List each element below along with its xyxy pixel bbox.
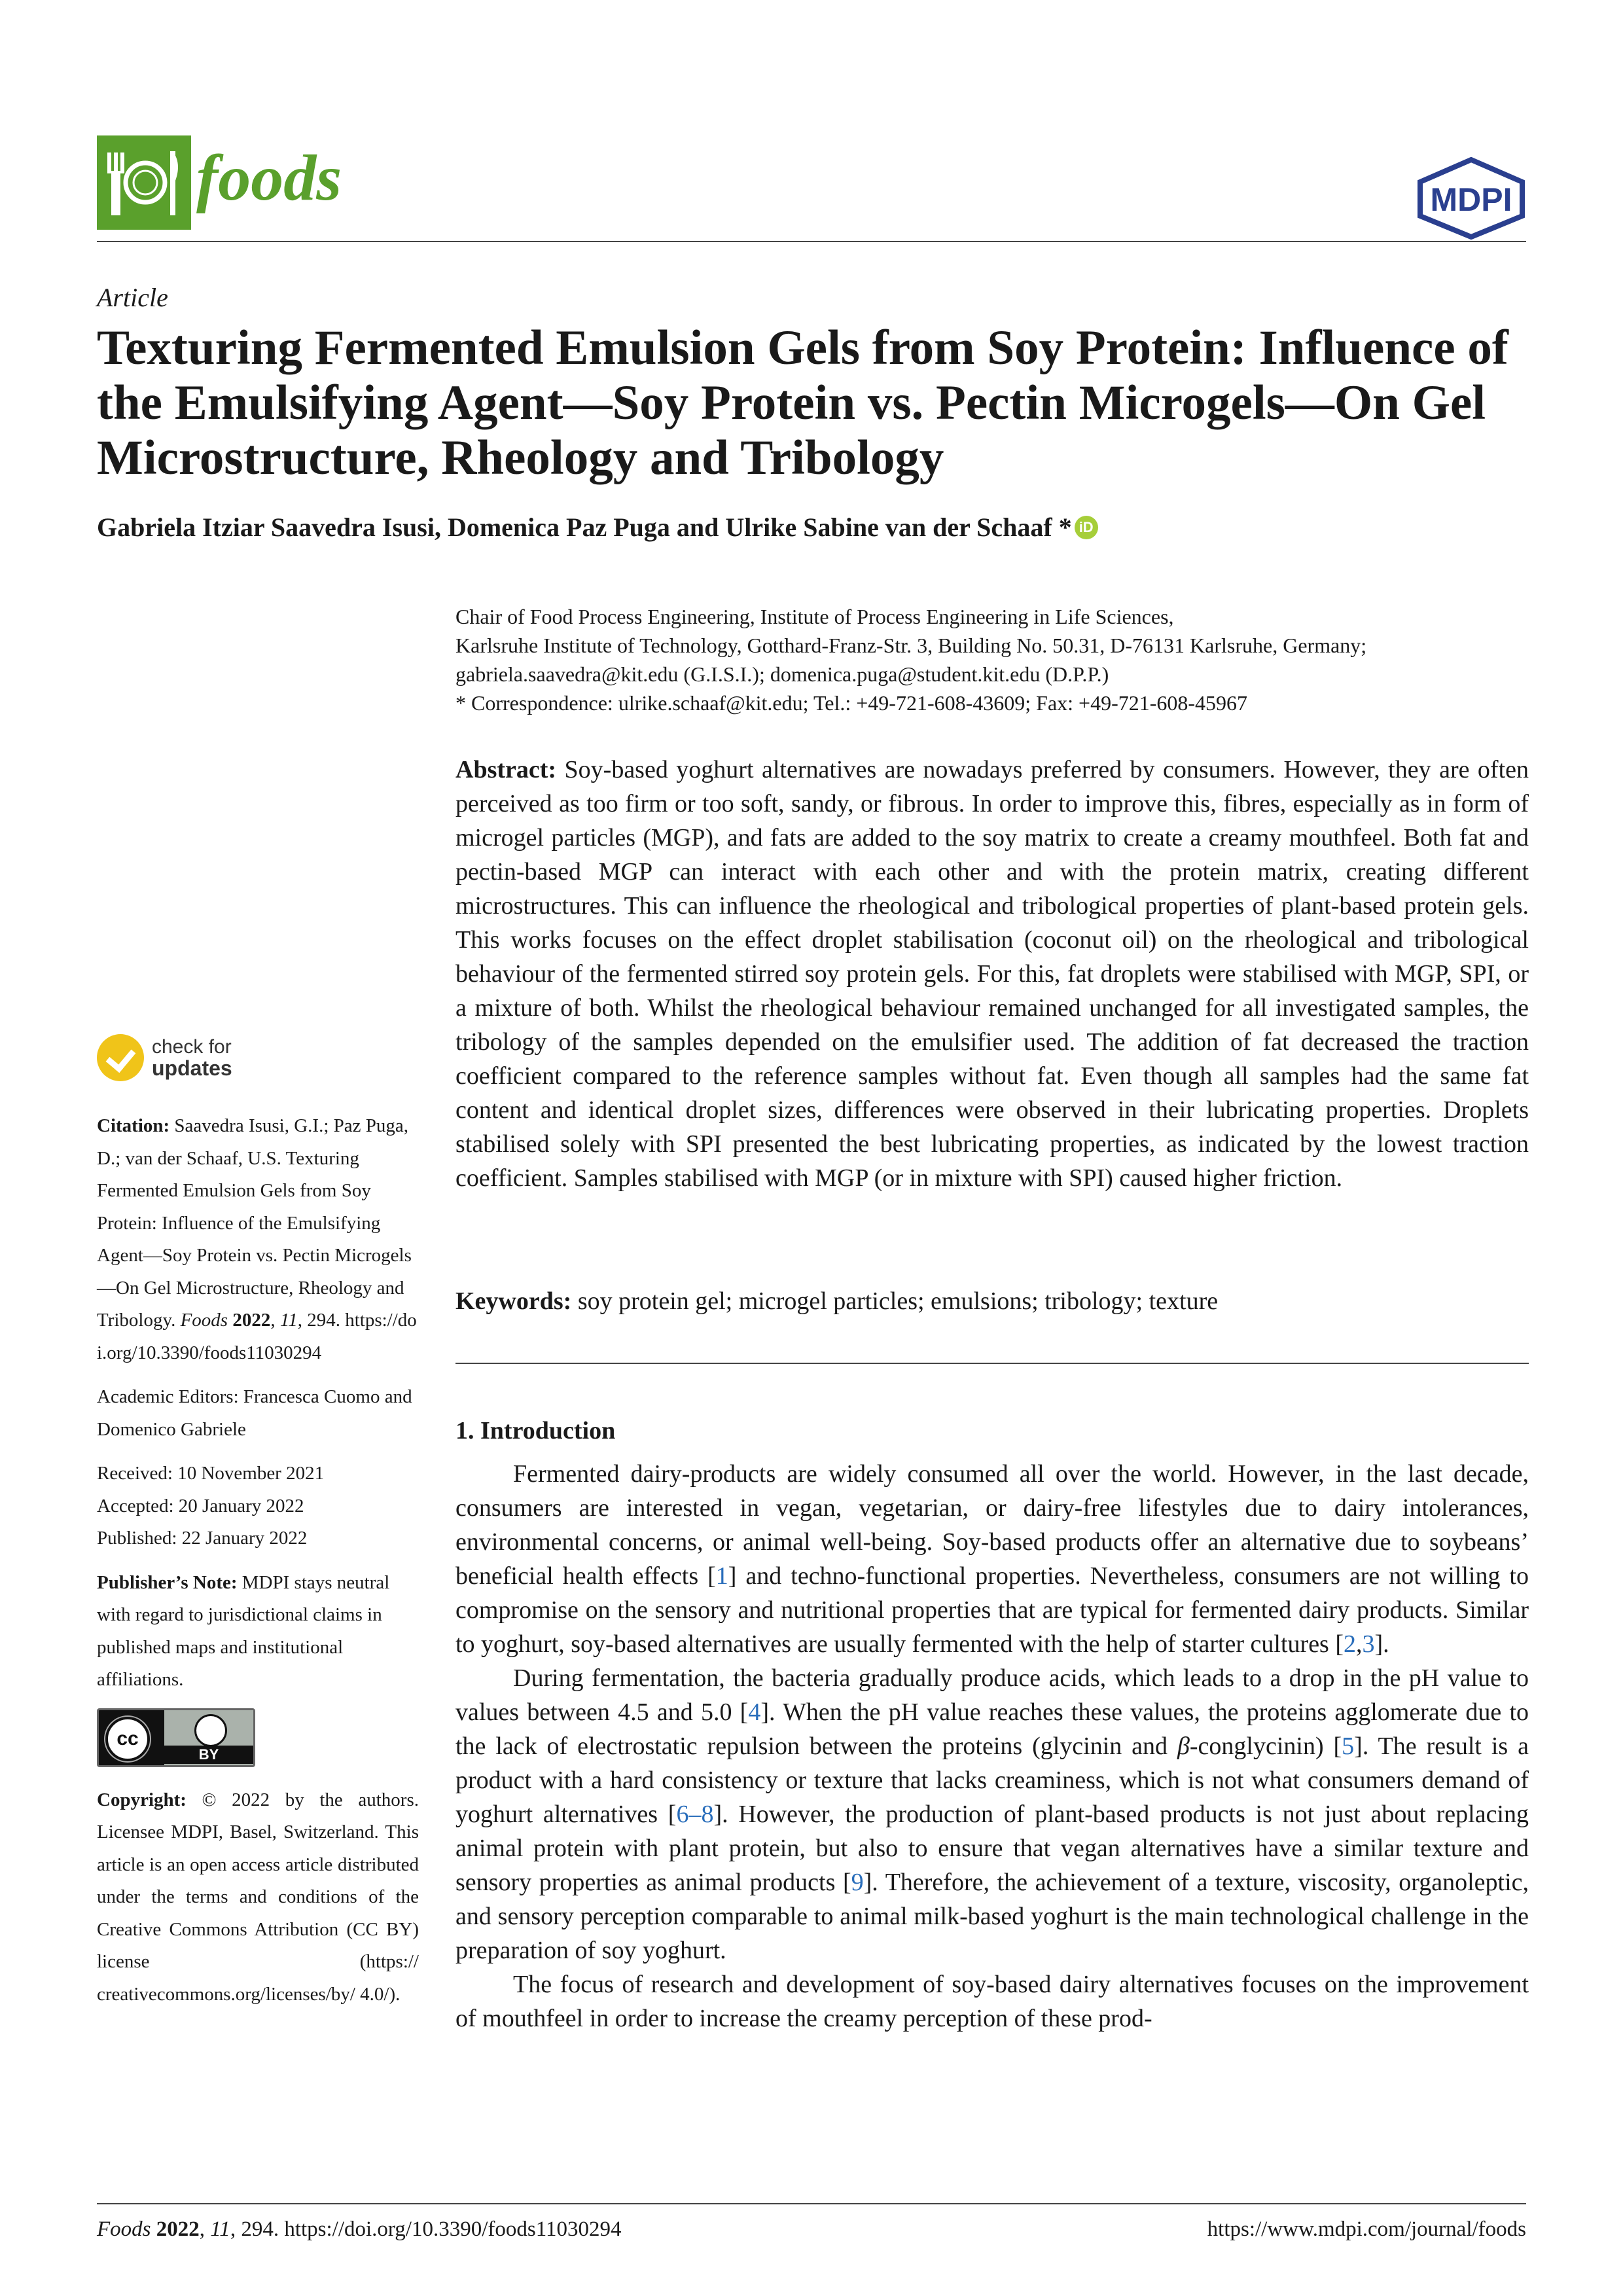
cc-by-license-icon[interactable]: cc BY [97, 1708, 255, 1767]
author-list [97, 511, 1524, 545]
sidebar [97, 1034, 419, 2022]
keywords [455, 1284, 1529, 1318]
affiliation [455, 602, 1529, 717]
citation-link[interactable]: 4 [748, 1698, 761, 1726]
header-divider [97, 241, 1526, 242]
correspondence: * Correspondence: ulrike.schaaf@kit.edu; Tel.: +49-721-608-43609; Fax: +49-721-608-45967 [455, 691, 1248, 715]
mdpi-logo-icon [1412, 157, 1530, 240]
citation-link[interactable]: 2 [1344, 1630, 1356, 1658]
orcid-icon[interactable]: iD [1075, 516, 1098, 539]
footer-divider [97, 2203, 1526, 2204]
abstract-label: Abstract: [455, 756, 557, 783]
citation-link[interactable]: 6–8 [676, 1801, 714, 1828]
copyright: Copyright: © 2022 by the authors. Licensee MDPI, Basel, Switzerland. This article is an open access article distributed under the terms and conditions of the Creative Commons Attribution (CC BY) license (https:// creativecommons.org/licenses/by/ 4.0/). [97, 1789, 419, 2005]
section-heading: 1. Introduction [455, 1417, 616, 1444]
citation-link[interactable]: 9 [851, 1869, 864, 1896]
mdpi-logo-text: MDPI [1430, 181, 1512, 218]
publishers-note: Publisher’s Note: MDPI stays neutral with regard to jurisdictional claims in published maps and institutional affiliations. [97, 1571, 390, 1690]
affiliation-line: Karlsruhe Institute of Technology, Gotthard-Franz-Str. 3, Building No. 50.31, D-76131 Karlsruhe, Germany; [455, 634, 1367, 657]
person-icon [194, 1714, 227, 1747]
article-type: Article [97, 283, 168, 312]
article-title: Texturing Fermented Emulsion Gels from Soy Protein: Influence of the Emulsifying Agent—Soy Protein vs. Pectin Microgels—On Gel Microstructure, Rheology and Tribology [97, 321, 1508, 485]
academic-editors: Academic Editors: Francesca Cuomo and Domenico Gabriele [97, 1386, 412, 1440]
keywords-text: soy protein gel; microgel particles; emulsions; tribology; texture [577, 1287, 1219, 1315]
check-updates-icon [97, 1034, 144, 1081]
citation-link[interactable]: 1 [715, 1562, 728, 1590]
paragraph: During fermentation, the bacteria gradually produce acids, which leads to a drop in the pH value to values between 4.5 and 5.0 [4]. When the pH value reaches these values, the proteins agglomerate due to the lack of electrostatic repulsion between the proteins (glycinin and β-conglycinin) [5]. The result is a product with a hard consistency or texture that lacks creaminess, which is not what consumers demand of yoghurt alternatives [6–8]. However, the production of plant-based products is not just about replacing animal protein with plant protein, but also to ensure that vegan alternatives have a similar texture and sensory properties as animal products [9]. Therefore, the achievement of a texture, viscosity, organoleptic, and sensory perception comparable to animal milk-based yoghurt is the main technological challenge in the preparation of soy yoghurt. [455, 1664, 1529, 1964]
check-for-updates-button[interactable] [97, 1034, 419, 1086]
citation-link[interactable]: 3 [1362, 1630, 1375, 1658]
journal-name: foods [196, 141, 342, 214]
doi-link[interactable]: https://doi.org/10.3390/foods11030294 [97, 1310, 417, 1363]
citation: Citation: Saavedra Isusi, G.I.; Paz Puga, D.; van der Schaaf, U.S. Texturing Fermented Emulsion Gels from Soy Protein: Influence of the Emulsifying Agent—Soy Protein vs. Pectin Microgels—On Gel Microstructure, Rheology and Tribology. Foods 2022, 11, 294. https://doi.org/10.3390/foods11030294 [97, 1115, 417, 1363]
introduction-body [455, 1457, 1529, 2036]
dates: Received: 10 November 2021 Accepted: 20 January 2022 Published: 22 January 2022 [97, 1463, 325, 1549]
keywords-label: Keywords: [455, 1287, 572, 1315]
abstract-divider [455, 1363, 1529, 1364]
citation-link[interactable]: 5 [1342, 1732, 1355, 1760]
paragraph: Fermented dairy-products are widely consumed all over the world. However, in the last decade, consumers are interested in vegan, vegetarian, or dairy-free lifestyles due to dairy intolerances, environmental concerns, or animal well-being. Soy-based products offer an alternative due to soybeans’ beneficial health effects [1] and techno-functional properties. Nevertheless, consumers are not willing to compromise on the sensory and nutritional properties that are typical for fermented dairy products. Similar to yoghurt, soy-based alternatives are usually fermented with the help of starter cultures [2,3]. [455, 1460, 1529, 1658]
abstract-text: Soy-based yoghurt alternatives are nowadays preferred by consumers. However, they are often perceived as too firm or too soft, sandy, or fibrous. In order to improve this, fibres, especially as in form of microgel particles (MGP), and fats are added to the soy matrix to create a creamy mouthfeel. Both fat and pectin-based MGP can interact with each other and with the protein matrix, creating different microstructures. This can influence the rheological and tribological properties of plant-based protein gels. This works focuses on the effect droplet stabilisation (coconut oil) on the rheological and tribological behaviour of the fermented stirred soy protein gels. For this, fat droplets were stabilised with MGP, SPI, or a mixture of both. Whilst the rheological behaviour remained unchanged for all investigated samples, the tribology of the samples depended on the emulsifier used. The addition of fat decreased the traction coefficient compared to the reference samples without fat. Even though all samples had the same fat content and identical droplet sizes, differences were observed in their lubricating properties. Droplets stabilised solely with SPI presented the best lubricating properties, as indicated by the lowest traction coefficient. Samples stabilised with MGP (or in mixture with SPI) caused higher friction. [455, 756, 1529, 1192]
authors-text: Gabriela Itziar Saavedra Isusi, Domenica Paz Puga and Ulrike Sabine van der Schaaf * [97, 512, 1072, 542]
plate-cutlery-icon [97, 135, 191, 230]
journal-logo-icon [97, 135, 191, 230]
abstract [455, 753, 1529, 1195]
footer-citation: Foods 2022, 11, 294. https://doi.org/10.3390/foods11030294 [97, 2217, 622, 2241]
journal-url-link[interactable]: https://www.mdpi.com/journal/foods [1207, 2217, 1526, 2241]
affiliation-line: Chair of Food Process Engineering, Institute of Process Engineering in Life Sciences, [455, 605, 1174, 628]
paragraph: The focus of research and development of soy-based dairy alternatives focuses on the improvement of mouthfeel in order to increase the creamy perception of these prod- [455, 1971, 1529, 2032]
check-updates-label: check for updates [152, 1036, 232, 1080]
affiliation-emails: gabriela.saavedra@kit.edu (G.I.S.I.); domenica.puga@student.kit.edu (D.P.P.) [455, 662, 1109, 686]
